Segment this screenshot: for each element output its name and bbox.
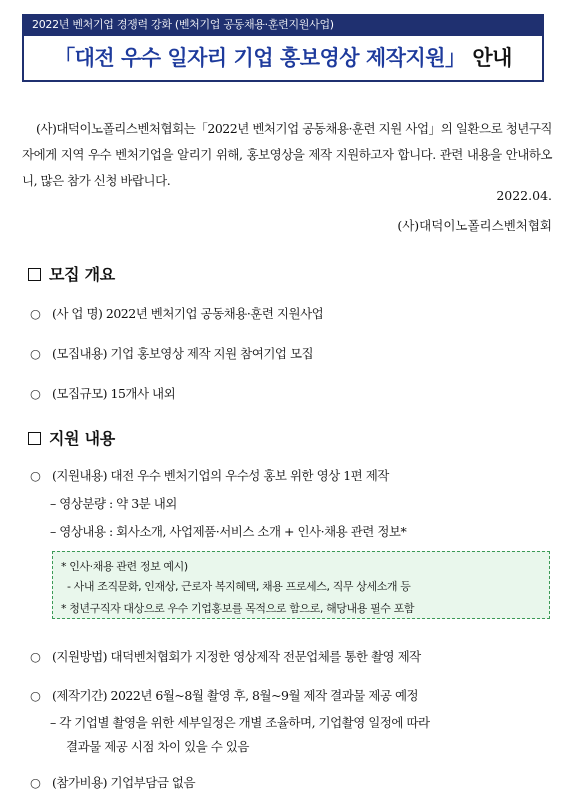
support-sub-length: – 영상분량 : 약 3분 내외 <box>50 496 177 511</box>
support-sub-schedule: – 각 기업별 촬영을 위한 세부일정은 개별 조율하며, 기업촬영 일정에 따라 <box>50 715 430 730</box>
recruit-item-scale: ○ (모집규모) 15개사 내외 <box>30 386 176 401</box>
title-suffix: 안내 <box>465 46 512 70</box>
circle-bullet-icon: ○ <box>30 688 41 703</box>
recruit-item-content: ○ (모집내용) 기업 홍보영상 제작 지원 참여기업 모집 <box>30 346 314 361</box>
support-item-content: ○ (지원내용) 대전 우수 벤처기업의 우수성 홍보 위한 영상 1편 제작 <box>30 468 389 483</box>
circle-bullet-icon: ○ <box>30 306 41 321</box>
circle-bullet-icon: ○ <box>30 468 41 483</box>
checkbox-square-icon <box>28 432 41 445</box>
organization-name: (사)대덕이노폴리스벤처협회 <box>397 218 552 233</box>
circle-bullet-icon: ○ <box>30 775 41 790</box>
support-sub-content: – 영상내용 : 회사소개, 사업제품·서비스 소개 + 인사·채용 관련 정보* <box>50 524 407 539</box>
section-title-recruit <box>28 262 115 285</box>
section-support-label: 지원 내용 <box>49 429 115 448</box>
support-item-cost: ○ (참가비용) 기업부담금 없음 <box>30 775 196 790</box>
support-sub-schedule-cont: 결과물 제공 시점 차이 있을 수 있음 <box>66 739 249 754</box>
circle-bullet-icon: ○ <box>30 649 41 664</box>
note-line-1: * 인사·채용 관련 정보 예시) <box>61 560 188 573</box>
checkbox-square-icon <box>28 268 41 281</box>
title-main: 「대전 우수 일자리 기업 홍보영상 제작지원」 <box>54 46 466 70</box>
document-title <box>22 36 544 82</box>
support-item-period: ○ (제작기간) 2022년 6월~8월 촬영 후, 8월~9월 제작 결과물 제공 예정 <box>30 688 419 703</box>
note-box <box>52 551 550 619</box>
support-item-method: ○ (지원방법) 대덕벤처협회가 지정한 영상제작 전문업체를 통한 촬영 제작 <box>30 649 421 664</box>
note-line-3: * 청년구직자 대상으로 우수 기업홍보를 목적으로 함으로, 해당내용 필수 포함 <box>61 602 415 615</box>
note-line-2: - 사내 조직문화, 인재상, 근로자 복지혜택, 채용 프로세스, 직무 상세소개 등 <box>67 580 411 593</box>
section-title-support <box>28 426 115 449</box>
intro-text: (사)대덕이노폴리스벤처협회는「2022년 벤처기업 공동채용·훈련 지원 사업」의 일환으로 청년구직자에게 지역 우수 벤처기업을 알리기 위해, 홍보영상을 제작 지원하고자 합니다. 관련 내용을 안내하오니, 많은 참가 신청 바랍니다. <box>22 121 552 188</box>
section-recruit-label: 모집 개요 <box>49 265 115 284</box>
announcement-date: 2022.04. <box>496 188 552 203</box>
circle-bullet-icon: ○ <box>30 346 41 361</box>
program-banner: 2022년 벤처기업 경쟁력 강화 (벤처기업 공동채용·훈련지원사업) <box>22 14 544 36</box>
circle-bullet-icon: ○ <box>30 386 41 401</box>
recruit-item-name: ○ (사 업 명) 2022년 벤처기업 공동채용·훈련 지원사업 <box>30 306 324 321</box>
intro-paragraph <box>22 116 552 194</box>
